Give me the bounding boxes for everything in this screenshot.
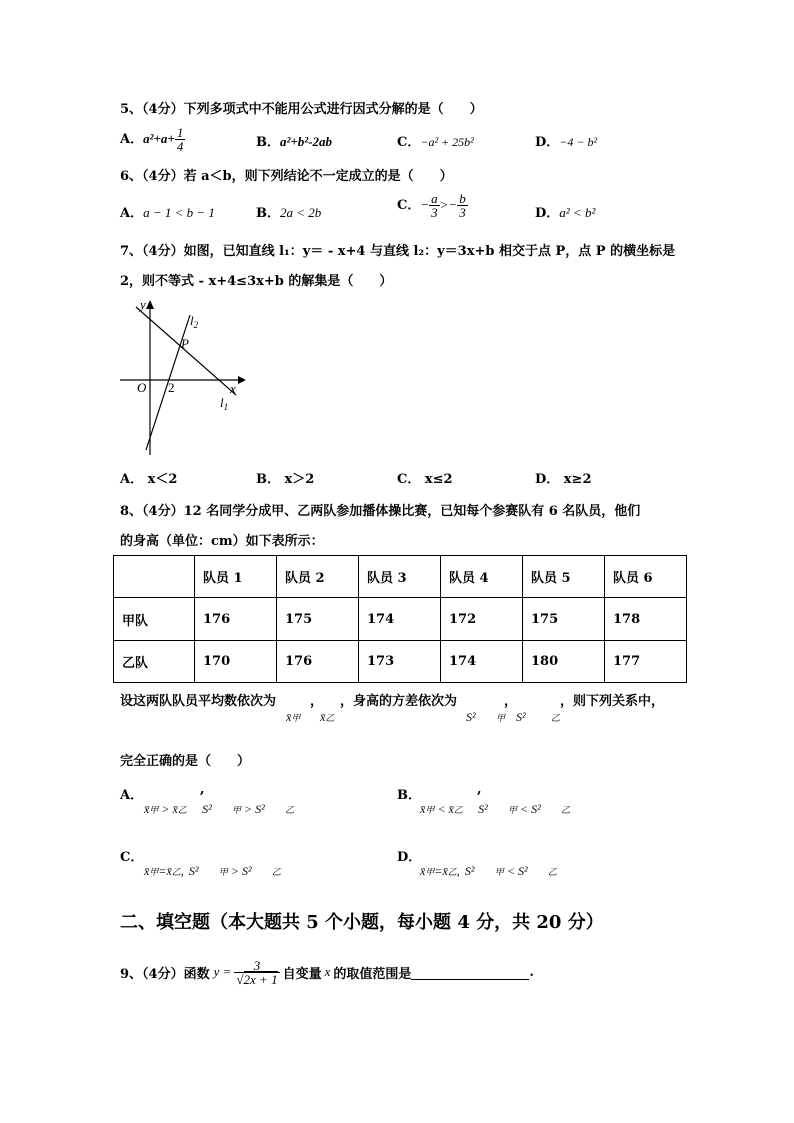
x-axis-label: x (230, 381, 236, 396)
xbar-yi-symbol: x̄乙 (320, 710, 335, 724)
line-l1 (136, 307, 236, 395)
q8-option-d-expr: x̄甲=x̄乙, S² 甲 < S² 乙 (420, 864, 557, 878)
q8-option-a-expr: x̄甲 > x̄乙 S² 甲 > S² 乙 (144, 802, 295, 816)
q8-desc-part1: 设这两队队员平均数依次为 (120, 694, 277, 709)
q6-d-expr: a² < b² (559, 205, 596, 220)
q7-graph (110, 295, 250, 460)
q8-desc-part3: ，则下列关系中， (560, 694, 665, 709)
q6-option-c: C．− $\frac{a}{3}$ >− $\frac{b}{3}$ (397, 191, 466, 220)
origin-label: O (137, 380, 147, 395)
xbar-jia-symbol: x̄甲 (286, 710, 301, 724)
q6-c-frac1: $\frac{a}{3}$ (431, 191, 438, 220)
table-cell: 175 (277, 598, 359, 641)
q6-a-label: A． (120, 206, 144, 221)
q8-desc-line2: 完全正确的是（ ） (120, 754, 251, 769)
q6-d-label: D． (535, 206, 560, 221)
q5-c-label: C． (397, 135, 421, 150)
x-axis-arrow (238, 376, 246, 384)
table-cell: 174 (441, 641, 523, 683)
height-table (113, 555, 687, 683)
point-p-label: P (181, 336, 189, 351)
q5-option-c (397, 131, 474, 150)
s2-yi-symbol: S² 乙 (516, 710, 561, 724)
q5-option-b (256, 131, 332, 150)
table-row-label: 甲队 (114, 598, 195, 641)
table-cell: 174 (359, 598, 441, 641)
table-row (114, 641, 687, 683)
table-header-cell: 队员 5 (523, 556, 605, 598)
q8-option-d-label: D． (397, 850, 422, 865)
table-header-row (114, 556, 687, 598)
tick-label-2: 2 (168, 380, 175, 395)
q6-c-frac2: $\frac{b}{3}$ (459, 191, 466, 220)
q5-a-label: A． (120, 132, 144, 147)
table-header-cell: 队员 2 (277, 556, 359, 598)
q5-stem: 5、（4分）下列多项式中不能用公式进行因式分解的是（ ） (120, 102, 483, 117)
table-header-cell: 队员 1 (195, 556, 277, 598)
q6-c-label: C． (397, 198, 421, 213)
table-cell: 178 (605, 598, 687, 641)
q6-option-d (535, 202, 595, 221)
q6-option-a (120, 202, 215, 221)
l2-label: $l_2$ (190, 313, 199, 330)
table-cell: 175 (523, 598, 605, 641)
table-row (114, 598, 687, 641)
q6-c-mid: >− (439, 197, 458, 212)
q9-x-var: x (324, 964, 331, 979)
q6-b-label: B． (256, 206, 280, 221)
q7-stem-line2: 2，则不等式 - x+4≤3x+b 的解集是（ ） (120, 274, 393, 289)
table-cell: 176 (195, 598, 277, 641)
q9-end: . (529, 964, 534, 980)
q5-b-expr: a²+b²-2ab (280, 134, 333, 149)
q5-c-expr: −a² + 25b² (420, 135, 474, 149)
y-axis-label: y (140, 297, 146, 312)
q6-a-expr: a − 1 < b − 1 (143, 205, 215, 220)
q5-option-a (120, 126, 185, 153)
q6-option-b (256, 202, 321, 221)
l1-label: $l_1$ (220, 395, 229, 412)
table-cell: 176 (277, 641, 359, 683)
q9-line (120, 952, 534, 992)
q9-numerator: 3 (234, 959, 279, 973)
q7-stem-line1: 7、（4分）如图，已知直线 l₁：y＝ - x+4 与直线 l₂：y＝3x+b 相交于点 P，点 P 的横坐标是 (120, 244, 676, 259)
table-cell: 173 (359, 641, 441, 683)
table-cell: 180 (523, 641, 605, 683)
q8-option-b-comma: , (477, 782, 482, 797)
table-cell (114, 556, 195, 598)
q8-option-c-label: C． (120, 850, 144, 865)
q5-d-expr: −4 − b² (559, 135, 598, 149)
q5-a-fraction: $\frac{1}{4}$ (176, 125, 184, 154)
q7-option-a: A． x＜2 (120, 472, 178, 487)
q5-d-label: D． (535, 135, 560, 150)
section-title: 二、填空题（本大题共 5 个小题，每小题 4 分，共 20 分） (120, 912, 604, 933)
q6-stem: 6、（4分）若 a＜b，则下列结论不一定成立的是（ ） (120, 169, 453, 184)
q5-option-d (535, 131, 597, 150)
q8-desc-sep2: ， (504, 694, 518, 709)
q9-denominator: √2x + 1 (236, 971, 278, 987)
y-axis-arrow (146, 300, 154, 309)
table-header-cell: 队员 3 (359, 556, 441, 598)
q9-suffix2: 的取值范围是 (333, 966, 412, 982)
q8-stem-line2: 的身高（单位：cm）如下表所示： (120, 534, 324, 549)
q8-option-b-expr: x̄甲 < x̄乙 S² 甲 < S² 乙 (420, 802, 571, 816)
q8-option-a-label: A． (120, 788, 144, 803)
table-header-cell: 队员 6 (605, 556, 687, 598)
q9-answer-blank[interactable] (411, 965, 529, 980)
q7-option-b: B． x＞2 (256, 472, 315, 487)
q9-y-eq: y = (213, 964, 232, 979)
q9-suffix1: 自变量 (282, 966, 322, 982)
table-header-cell: 队员 4 (441, 556, 523, 598)
table-cell: 170 (195, 641, 277, 683)
q9-fraction (234, 959, 279, 986)
q8-option-c-expr: x̄甲=x̄乙, S² 甲 > S² 乙 (144, 864, 281, 878)
q9-prefix: 9、（4分）函数 (120, 966, 210, 982)
q6-b-expr: 2a < 2b (280, 205, 322, 220)
table-cell: 177 (605, 641, 687, 683)
table-row-label: 乙队 (114, 641, 195, 683)
q8-desc-part2: ，身高的方差依次为 (340, 694, 458, 709)
q8-option-b-label: B． (397, 788, 421, 803)
q7-option-c: C． x≤2 (397, 472, 453, 487)
table-cell: 172 (441, 598, 523, 641)
q5-b-label: B． (256, 135, 280, 150)
q8-option-a-comma: , (200, 782, 205, 797)
q8-stem-line1: 8、（4分）12 名同学分成甲、乙两队参加播体操比赛，已知每个参赛队有 6 名队员，他们 (120, 504, 641, 519)
q7-option-d: D． x≥2 (535, 472, 592, 487)
s2-jia-symbol: S² 甲 (466, 710, 505, 724)
q8-desc-sep1: ， (310, 694, 324, 709)
q5-a-expr: a²+a+ (143, 131, 175, 146)
